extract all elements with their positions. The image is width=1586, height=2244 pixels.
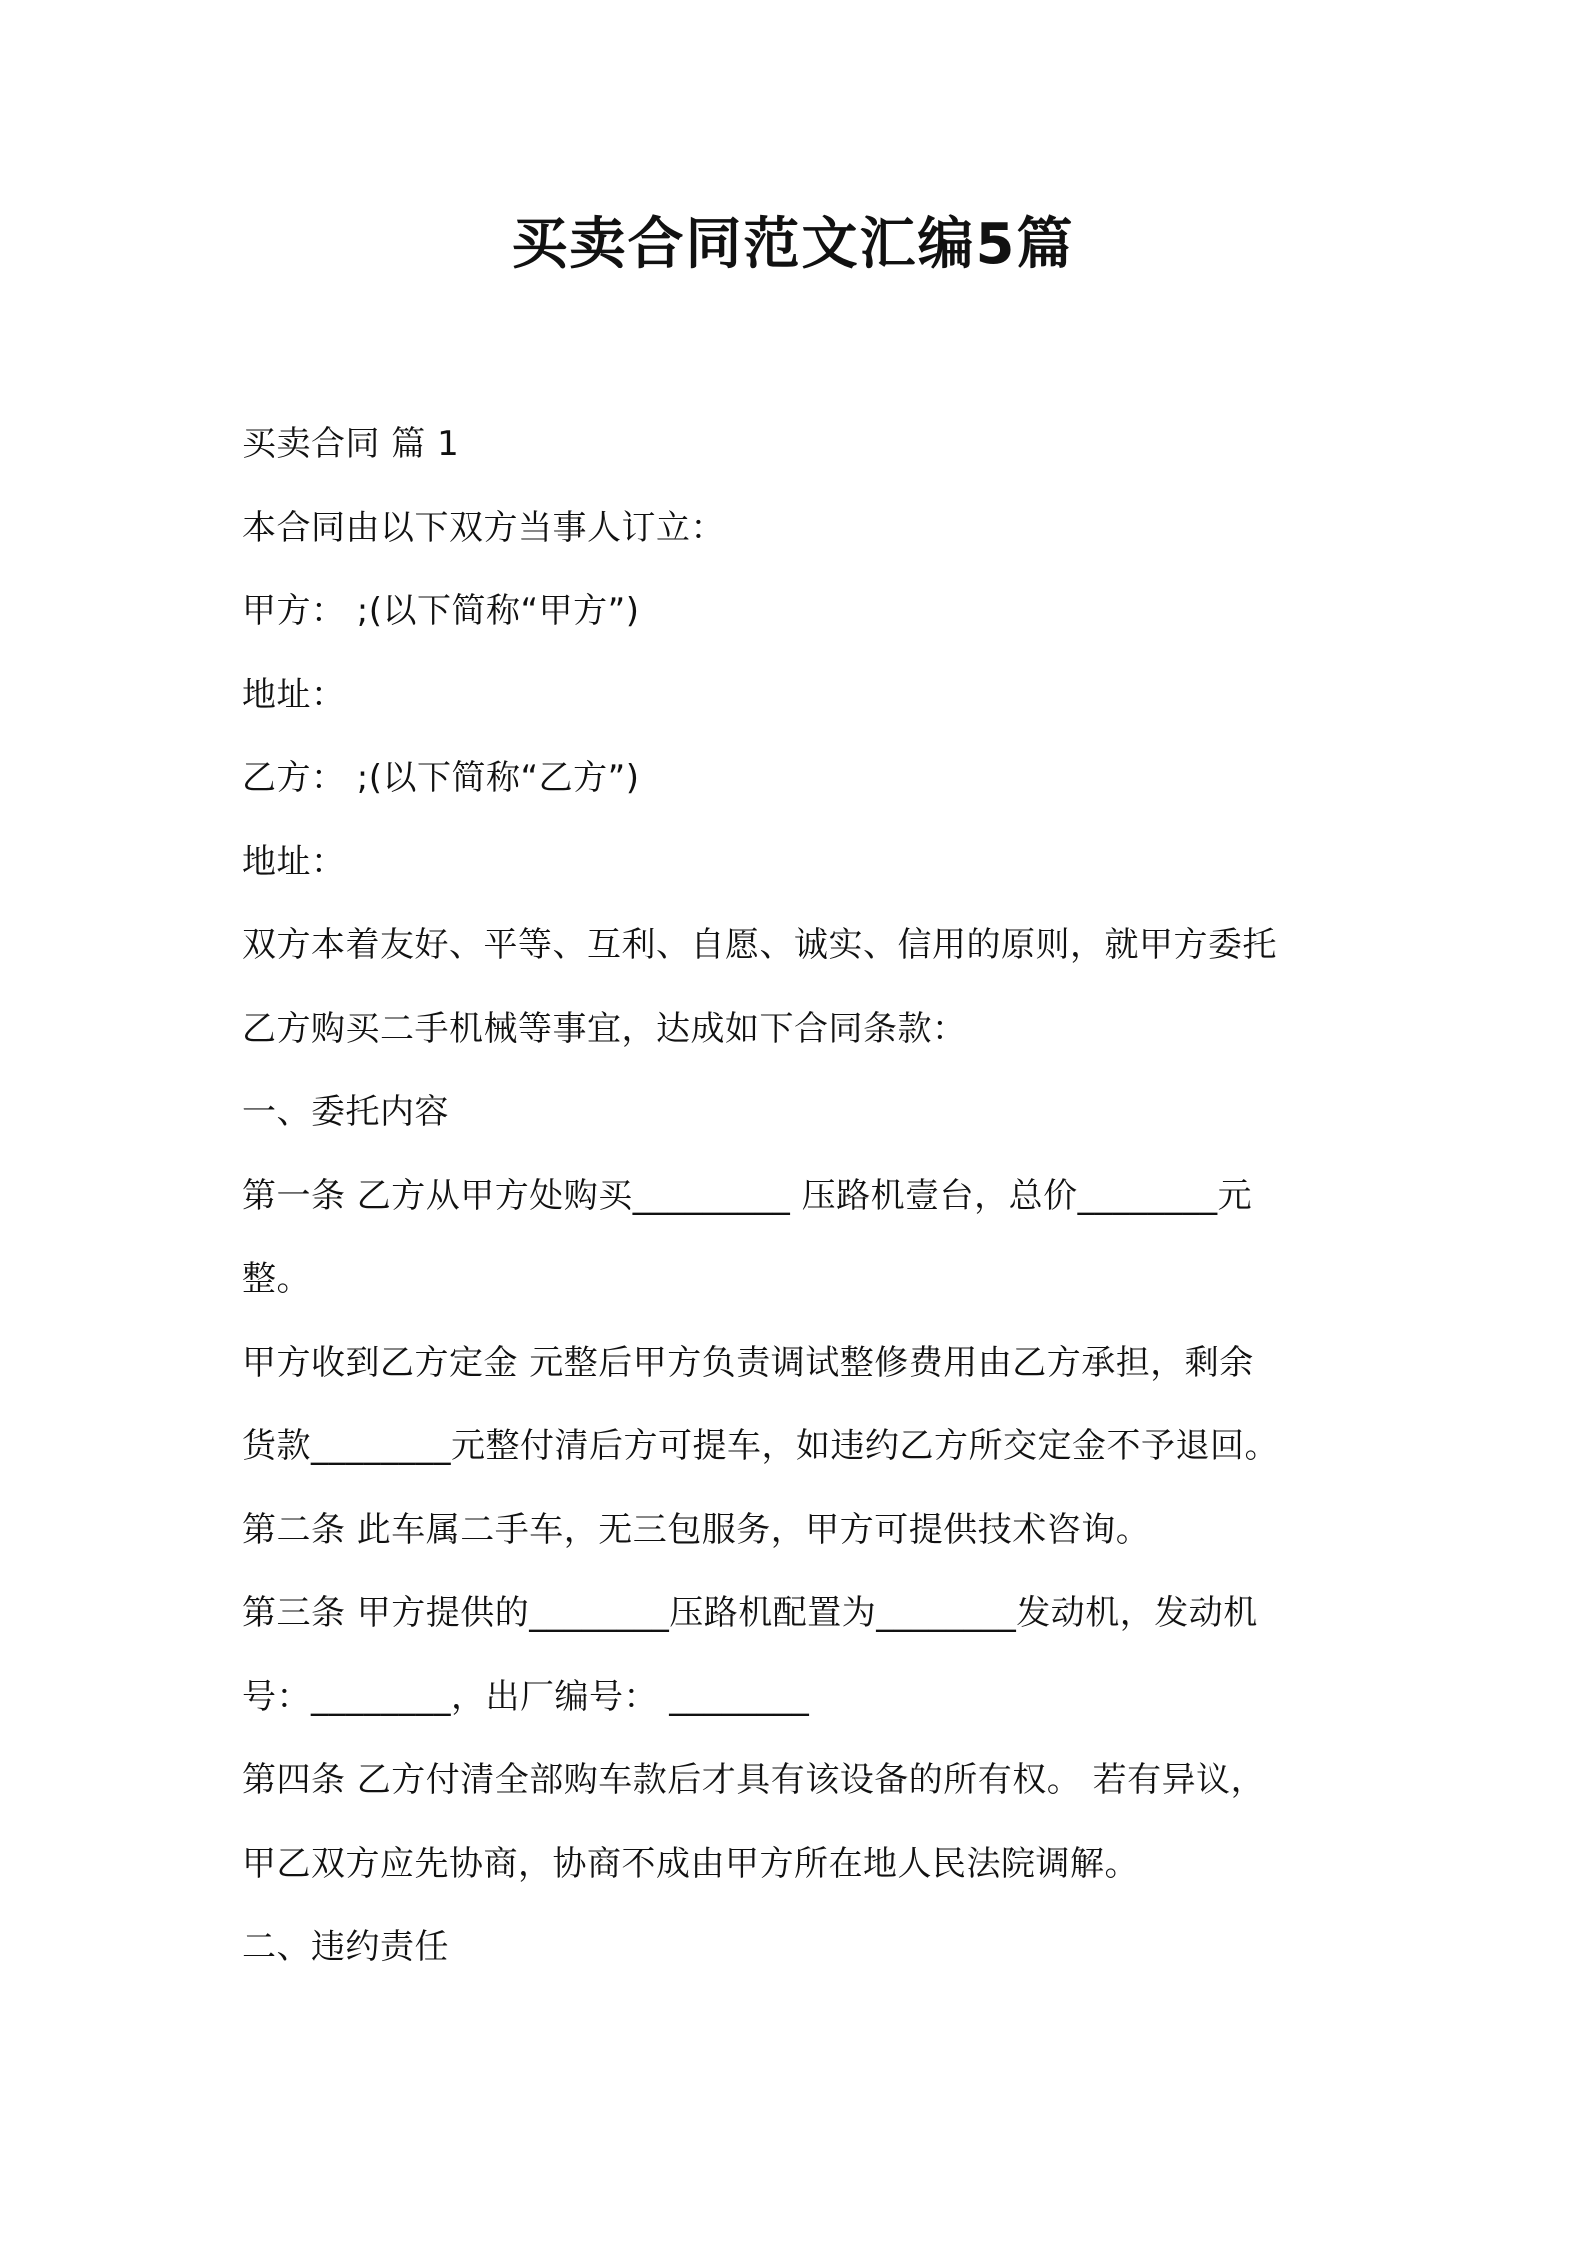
clause-4-line-1: 第四条 乙方付清全部购车款后才具有该设备的所有权。 若有异议，: [242, 1760, 1266, 1800]
section-heading-article-1: 买卖合同 篇 1: [242, 424, 460, 464]
party-a-line: 甲方： ;(以下简称“甲方”): [242, 591, 640, 631]
section-heading-commission: 一、委托内容: [242, 1092, 449, 1132]
clause-4-line-2: 甲乙双方应先协商，协商不成由甲方所在地人民法院调解。: [242, 1843, 1139, 1884]
party-a-address: 地址：: [242, 674, 346, 715]
document-body: [242, 403, 1362, 1990]
clause-3-line-2: 号：________，出厂编号： ________: [242, 1676, 810, 1717]
paragraph-principles-line-2: 乙方购买二手机械等事宜，达成如下合同条款：: [242, 1008, 967, 1049]
section-heading-liability: 二、违约责任: [242, 1927, 449, 1967]
clause-3-line-1: 第三条 甲方提供的________压路机配置为________发动机，发动机: [242, 1593, 1258, 1633]
party-b-address: 地址：: [242, 841, 346, 882]
document-title: 买卖合同范文汇编5篇: [511, 212, 1075, 277]
paragraph-deposit-line-1: 甲方收到乙方定金 元整后甲方负责调试整修费用由乙方承担，剩余: [242, 1342, 1254, 1383]
paragraph-deposit-line-2: 货款________元整付清后方可提车，如违约乙方所交定金不予退回。: [242, 1426, 1279, 1466]
clause-1-line-2: 整。: [242, 1259, 311, 1299]
paragraph-principles-line-1: 双方本着友好、平等、互利、自愿、诚实、信用的原则，就甲方委托: [242, 925, 1277, 965]
paragraph-parties-intro: 本合同由以下双方当事人订立：: [242, 507, 725, 548]
clause-2: 第二条 此车属二手车，无三包服务，甲方可提供技术咨询。: [242, 1509, 1151, 1550]
clause-1-line-1: 第一条 乙方从甲方处购买_________ 压路机壹台，总价________元: [242, 1175, 1253, 1216]
party-b-line: 乙方： ;(以下简称“乙方”): [242, 758, 640, 798]
